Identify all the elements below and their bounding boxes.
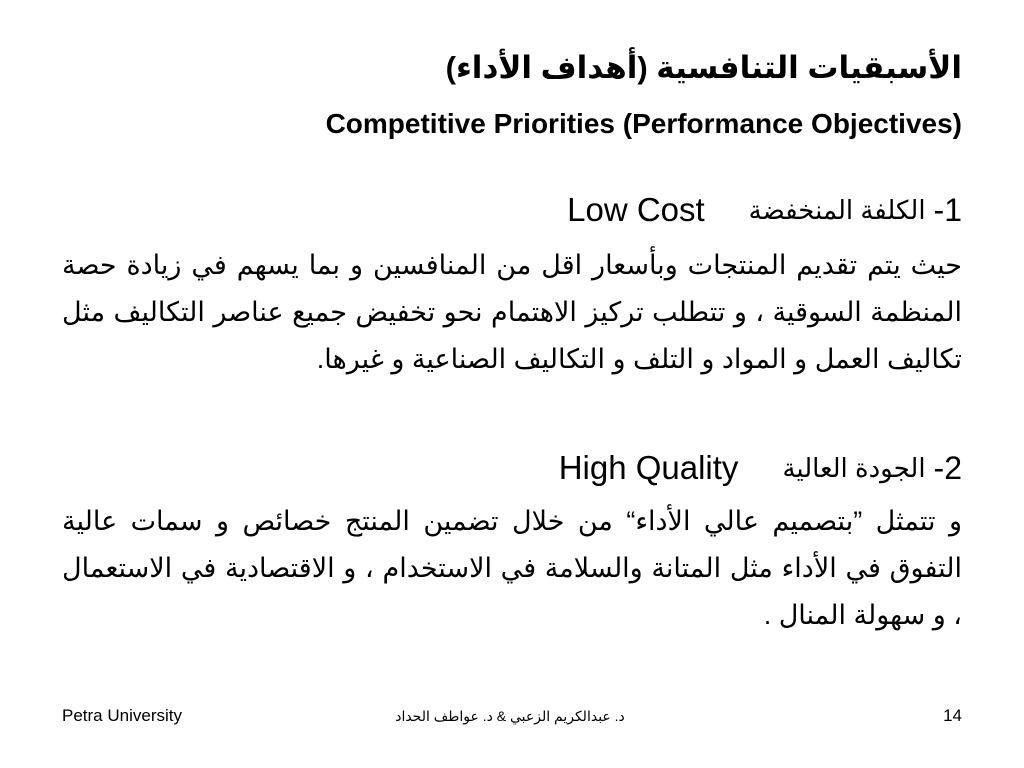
section-number: 1- [933, 191, 962, 228]
page-number: 14 [943, 706, 962, 725]
section-body-high-quality: و تتمثل ”بتصميم عالي الأداء“ من خلال تضمين المنتج خصائص و سمات عالية التفوق في الأداء مثل المتانة والسلامة في الاستخدام ، و الاقتصادية في الاستعمال ، و سهولة المنال . [62, 506, 962, 630]
footer-authors: د. عبدالكريم الزعبي & د. عواطف الحداد [395, 708, 625, 724]
section-heading-english: High Quality [558, 449, 739, 486]
section-body-low-cost: حيث يتم تقديم المنتجات وبأسعار اقل من المنافسين و بما يسهم في زيادة حصة المنظمة السوقية ، و تتطلب تركيز الاهتمام نحو تخفيض جميع عناصر التكاليف مثل تكاليف العمل و المواد و التلف و التكاليف الصناعية و غيرها. [62, 250, 962, 374]
footer-university: Petra University [62, 706, 182, 725]
slide-title-arabic: الأسبقيات التنافسية (أهداف الأداء) [445, 50, 962, 85]
section-heading-high-quality [559, 446, 962, 490]
section-heading-low-cost [567, 188, 962, 232]
section-heading-arabic: الكلفة المنخفضة [748, 194, 926, 225]
section-number: 2- [933, 449, 962, 486]
slide-title-english: Competitive Priorities (Performance Objectives) [325, 108, 962, 139]
section-heading-arabic: الجودة العالية [782, 452, 926, 483]
section-heading-english: Low Cost [567, 191, 705, 228]
